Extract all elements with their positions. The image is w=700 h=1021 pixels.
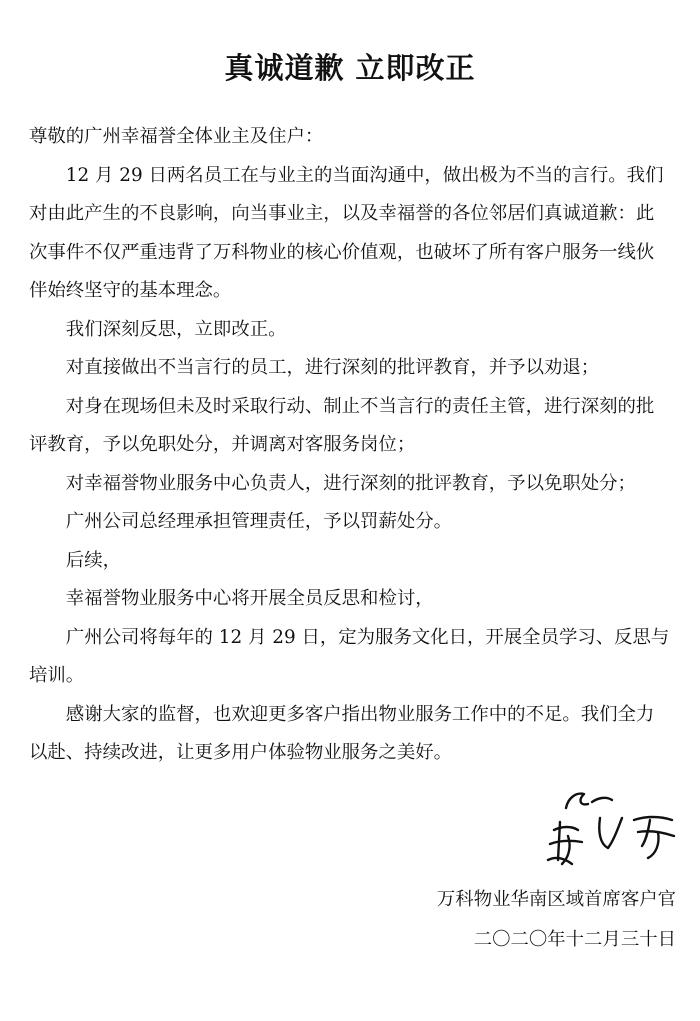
paragraph: 感谢大家的监督，也欢迎更多客户指出物业服务工作中的不足。我们全力以赴、持续改进，让更多用户体验物业服务之美好。 <box>29 703 655 763</box>
document-title: 真诚道歉 立即改正 <box>224 51 476 85</box>
paragraph: 广州公司总经理承担管理责任，予以罚薪处分。 <box>65 511 453 532</box>
paragraph: 广州公司将每年的 12 月 29 日，定为服务文化日，开展全员学习、反思与培训。 <box>29 626 670 686</box>
paragraph: 12 月 29 日两名员工在与业主的当面沟通中，做出极为不当的言行。我们对由此产生的不良影响，向当事业主，以及幸福誉的各位邻居们真诚道歉：此次事件不仅严重违背了万科物业的核心价值观，也破坏了所有客户服务一线伙伴始终坚守的基本理念。 <box>29 164 664 301</box>
paragraph: 后续， <box>65 549 121 571</box>
letter-body <box>29 118 671 773</box>
signer-title: 万科物业华南区域首席客户官 <box>436 889 676 910</box>
signoff-block <box>437 880 676 960</box>
paragraph: 我们深刻反思，立即改正。 <box>65 318 287 340</box>
paragraph: 对身在现场但未及时采取行动、制止不当言行的责任主管，进行深刻的批评教育，予以免职处分，并调离对客服务岗位； <box>29 395 655 455</box>
handwritten-signature <box>538 780 688 872</box>
salutation: 尊敬的广州幸福誉全体业主及住户： <box>29 126 324 147</box>
letter-date: 二〇二〇年十二月三十日 <box>473 929 676 950</box>
paragraph: 幸福誉物业服务中心将开展全员反思和检讨， <box>65 588 434 609</box>
paragraph: 对直接做出不当言行的员工，进行深刻的批评教育，并予以劝退； <box>65 357 600 378</box>
paragraph: 对幸福誉物业服务中心负责人，进行深刻的批评教育，予以免职处分； <box>65 472 636 494</box>
